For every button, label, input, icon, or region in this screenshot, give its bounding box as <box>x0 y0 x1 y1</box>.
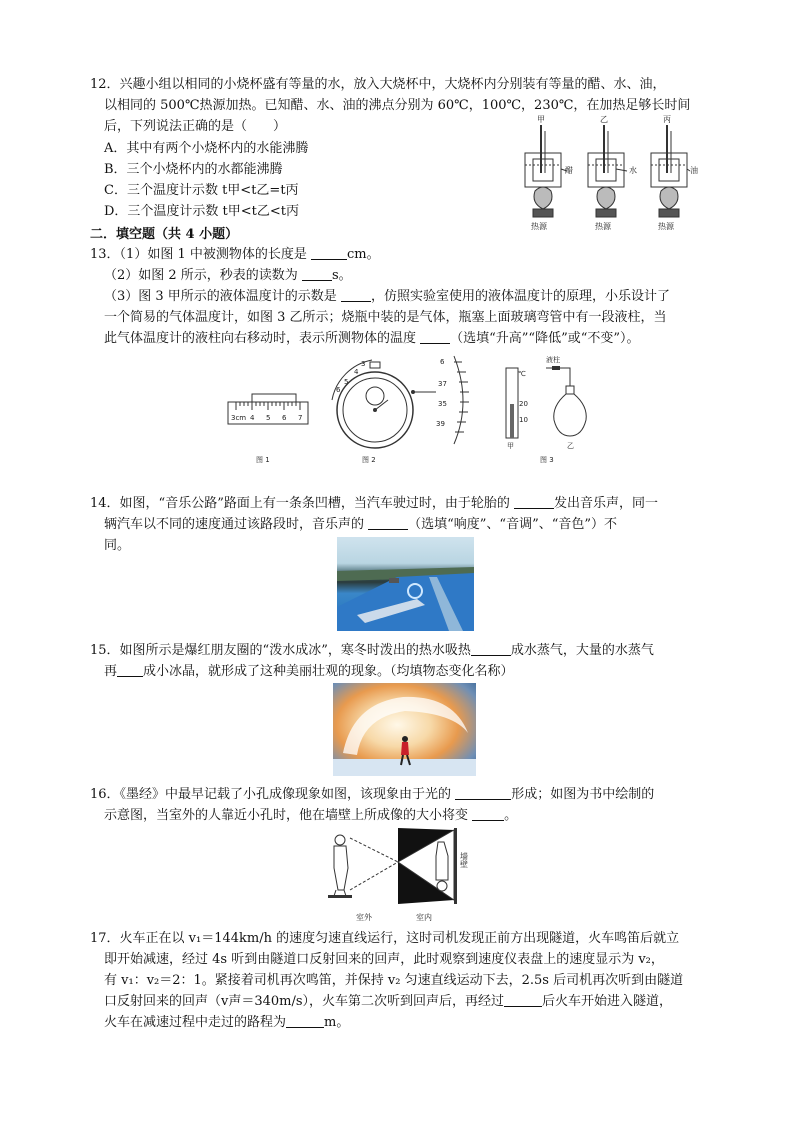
ruler-label-3cm: 3cm <box>231 414 247 422</box>
splash-ice-photo <box>333 683 476 776</box>
ruler-label-4: 4 <box>250 414 255 422</box>
fig-label-jia: 甲 <box>537 115 545 124</box>
q13-line4: 一个简易的气体温度计，如图 3 乙所示；烧瓶中装的是气体，瓶塞上面玻璃弯管中有一段液柱，当 <box>104 310 667 325</box>
ruler-label-7: 7 <box>298 414 303 422</box>
q13-blank-length[interactable] <box>311 245 347 260</box>
q13-line1: 13．（1）如图 1 中被测物体的长度是 cm。 <box>90 247 380 262</box>
scale-6: 6 <box>440 358 445 366</box>
q17-blank-distance[interactable] <box>286 1013 324 1028</box>
q12-option-a: A．其中有两个小烧杯内的水能沸腾 <box>104 141 309 156</box>
section-heading-fill-in: 二．填空题（共 4 小题） <box>90 227 239 242</box>
figure1-caption: 图 1 <box>256 456 270 464</box>
therm-unit: ℃ <box>518 370 526 378</box>
q12-option-c: C．三个温度计示数 t甲<t乙=t丙 <box>104 183 299 198</box>
q16-blank-size[interactable] <box>472 806 504 821</box>
q16-blank-light[interactable] <box>455 785 511 800</box>
pinhole-camera-figure <box>326 828 486 926</box>
therm-label-jia: 甲 <box>507 442 514 450</box>
dial-3: 3 <box>361 360 366 368</box>
outside-label: 室外 <box>356 913 372 922</box>
q15-line2: 再 成小冰晶，就形成了这种美丽壮观的现象。（均填物态变化名称） <box>104 664 514 679</box>
q17-line4: 口反射回来的回声（v声＝340m/s），火车第二次听到回声后，再经过 后火车开始进入隧道， <box>104 994 673 1009</box>
q13-line5: 此气体温度计的液柱向右移动时，表示所测物体的温度 （选填“升高”“降低”或“不变”）。 <box>104 331 640 346</box>
q13-line3: （3）图 3 甲所示的液体温度计的示数是 ，仿照实验室使用的液体温度计的原理，小乐设计了 <box>104 289 670 304</box>
q15-blank-freeze[interactable] <box>117 662 143 677</box>
ruler-label-6: 6 <box>282 414 287 422</box>
q17-line2: 即开始减速，经过 4s 听到由隧道口反射回来的回声，此时观察到速度仪表盘上的速度显示为 v₂， <box>104 952 664 967</box>
q17-blank-time[interactable] <box>504 992 542 1007</box>
q13-line2: （2）如图 2 所示，秒表的读数为 s。 <box>104 268 352 283</box>
q13-blank-thermometer[interactable] <box>341 287 371 302</box>
fig-liquid-oil: 油 <box>690 166 698 175</box>
q13-blank-temperature-change[interactable] <box>420 329 450 344</box>
dial-4: 4 <box>354 368 359 376</box>
q15-line1: 15．如图所示是爆红朋友圈的“泼水成冰”，寒冬时泼出的热水吸热 成水蒸气，大量的水蒸气 <box>90 643 654 658</box>
q14-line2: 辆汽车以不同的速度通过该路段时，音乐声的 （选填“响度”、“音调”、“音色”）不 <box>104 517 618 532</box>
fig-heat-source-1: 热源 <box>531 222 547 231</box>
q17-line1: 17．火车正在以 v₁＝144km/h 的速度匀速直线运行，这时司机发现正前方出现隧道，火车鸣笛后就立 <box>90 931 680 946</box>
fig-heat-source-2: 热源 <box>595 222 611 231</box>
scale-35: 35 <box>438 400 447 408</box>
q16-line2: 示意图，当室外的人靠近小孔时，他在墙壁上所成像的大小将变 。 <box>104 808 518 823</box>
fig-label-bing: 丙 <box>663 115 671 124</box>
liquid-column-label: 液柱 <box>546 356 560 364</box>
q13-figures <box>222 352 602 470</box>
therm-10: 10 <box>519 416 528 424</box>
inside-label: 室内 <box>416 913 432 922</box>
ruler-label-5: 5 <box>266 414 271 422</box>
dial-5: 5 <box>344 378 349 386</box>
q12-line1: 12．兴趣小组以相同的小烧杯盛有等量的水，放入大烧杯中，大烧杯内分别装有等量的醋、水、油， <box>90 77 666 92</box>
q14-line3: 同。 <box>104 538 131 553</box>
q12-line2: 以相同的 500℃热源加热。已知醋、水、油的沸点分别为 60℃，100℃，230℃，在加热足够长时间 <box>104 98 691 113</box>
figure3-caption: 图 3 <box>540 456 554 464</box>
fig-liquid-water: 水 <box>629 166 637 175</box>
q12-option-b: B．三个小烧杯内的水都能沸腾 <box>104 162 283 177</box>
q13-blank-stopwatch[interactable] <box>302 266 332 281</box>
q16-line1: 16．《墨经》中最早记载了小孔成像现象如图，该现象由于光的 形成；如图为书中绘制的 <box>90 787 655 802</box>
q12-line3: 后，下列说法正确的是（ ） <box>104 119 287 134</box>
fig-label-yi: 乙 <box>600 115 608 124</box>
q14-blank-property[interactable] <box>368 515 408 530</box>
fig-liquid-vinegar: 醋 <box>565 166 573 175</box>
bulb-label-yi: 乙 <box>567 442 574 450</box>
dial-6: 6 <box>336 386 341 394</box>
q17-line3: 有 v₁：v₂＝2：1。紧接着司机再次鸣笛，并保持 v₂ 匀速直线运动下去，2.5s 后司机再次听到由隧道 <box>104 973 684 988</box>
q12-option-d: D．三个温度计示数 t甲<t乙<t丙 <box>104 204 300 219</box>
scale-37: 37 <box>438 380 447 388</box>
figure2-caption: 图 2 <box>362 456 376 464</box>
q14-blank-source[interactable] <box>514 494 554 509</box>
q17-line5: 火车在减速过程中走过的路程为 m。 <box>104 1015 350 1030</box>
q15-blank-vaporize[interactable] <box>471 641 511 656</box>
q14-line1: 14．如图，“音乐公路”路面上有一条条凹槽，当汽车驶过时，由于轮胎的 发出音乐声，同一 <box>90 496 658 511</box>
music-road-photo <box>337 537 474 631</box>
scale-39: 39 <box>436 420 445 428</box>
therm-20: 20 <box>519 400 528 408</box>
wall-label: 墙壁 <box>459 852 469 868</box>
fig-heat-source-3: 热源 <box>658 222 674 231</box>
q12-beaker-figure <box>515 113 715 233</box>
